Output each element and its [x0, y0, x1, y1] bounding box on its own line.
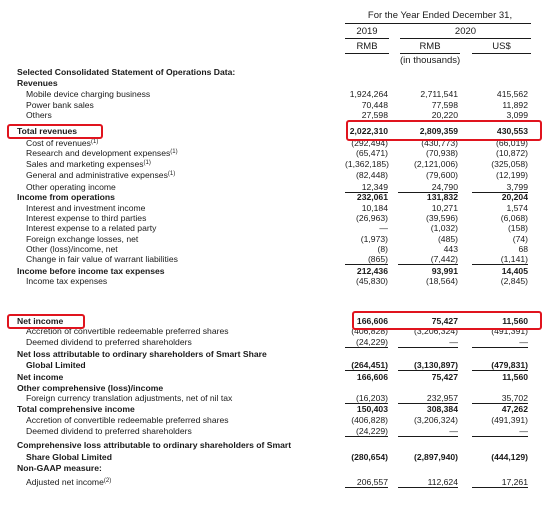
row-label	[17, 349, 267, 359]
value-2020-rmb: (2,121,006)	[414, 159, 458, 169]
row-income-before-income-tax-expenses	[0, 266, 550, 276]
row-foreign-exchange-losses-net	[0, 234, 550, 244]
value-2020-rmb: 75,427	[431, 372, 458, 382]
value-2019-rmb: (280,654)	[351, 452, 388, 462]
row-comprehensive-loss-attributable-to-ordinary-shareholders-of-smart	[0, 440, 550, 450]
header-rule-top	[345, 23, 531, 24]
row-general-and-administrative-expenses	[0, 170, 550, 180]
footnote-marker: (1)	[90, 139, 99, 145]
value-2020-usd: (1,141)	[472, 254, 528, 265]
value-2020-usd: 17,261	[472, 477, 528, 488]
row-share-global-limited	[0, 452, 550, 462]
value-2020-usd: 1,574	[506, 203, 528, 213]
row-label-text: Sales and marketing expenses	[26, 159, 144, 169]
row-non-gaap-measure	[0, 463, 550, 473]
value-2020-usd: (2,845)	[472, 276, 528, 286]
row-label	[17, 192, 115, 202]
value-2020-rmb: 24,790	[398, 182, 458, 193]
row-label-text: Research and development expenses	[26, 148, 171, 158]
row-sales-and-marketing-expenses	[0, 159, 550, 169]
row-label	[17, 78, 58, 88]
value-2020-rmb: (7,442)	[398, 254, 458, 265]
value-2020-rmb: (430,773)	[421, 138, 458, 148]
year-2020: 2020	[454, 26, 477, 37]
row-mobile-device-charging-business	[0, 89, 550, 99]
row-label	[17, 440, 291, 450]
value-2020-rmb: (79,600)	[425, 170, 458, 180]
value-2020-usd: 415,562	[496, 89, 528, 99]
value-2020-rmb: (3,206,324)	[414, 415, 458, 425]
value-2020-usd: 11,892	[502, 100, 528, 110]
value-2020-rmb: (1,032)	[430, 223, 458, 233]
value-2020-rmb: (2,897,940)	[414, 452, 458, 462]
period-header: For the Year Ended December 31,	[367, 10, 513, 21]
row-label	[17, 383, 163, 393]
row-label-text: Net income	[17, 316, 64, 326]
row-accretion-of-convertible-redeemable-preferred-shares	[0, 415, 550, 425]
row-label	[26, 159, 151, 169]
value-2020-rmb: (39,596)	[425, 213, 458, 223]
value-2020-usd: 3,099	[472, 110, 528, 120]
row-label-text: Others	[26, 110, 52, 120]
row-other-operating-income	[0, 182, 550, 192]
row-label	[17, 266, 165, 276]
row-label-text: General and administrative expenses	[26, 170, 168, 180]
row-label-text: Non-GAAP measure:	[17, 463, 102, 473]
value-2020-usd: 68	[518, 244, 528, 254]
net-income-label-highlight	[7, 314, 85, 329]
value-2019-rmb: 70,448	[361, 100, 388, 110]
value-2019-rmb: (292,494)	[351, 138, 388, 148]
unit-label: (in thousands)	[400, 55, 461, 66]
row-label-text: Income tax expenses	[26, 276, 108, 286]
row-net-income	[0, 372, 550, 382]
value-2019-rmb: 166,606	[356, 316, 388, 326]
value-2019-rmb: (1,362,185)	[345, 159, 389, 169]
value-2020-rmb: (485)	[437, 234, 458, 244]
row-power-bank-sales	[0, 100, 550, 110]
row-change-in-fair-value-of-warrant-liabilities	[0, 254, 550, 264]
value-2020-usd: (444,129)	[491, 452, 528, 462]
value-2019-rmb: 212,436	[356, 266, 388, 276]
row-label-text: Interest and investment income	[26, 203, 146, 213]
row-label	[26, 213, 146, 223]
value-2020-usd: (74)	[512, 234, 528, 244]
row-label-text: Cost of revenues	[26, 138, 91, 148]
row-other-comprehensive-loss-income	[0, 383, 550, 393]
row-label-text: Total comprehensive income	[17, 404, 135, 414]
row-label	[17, 404, 135, 414]
net-income-values-highlight	[352, 311, 542, 330]
value-2019-rmb: 27,598	[345, 110, 388, 120]
row-label	[17, 463, 102, 473]
row-label-text: Adjusted net income	[26, 477, 104, 487]
value-2020-usd: 35,702	[472, 393, 528, 404]
row-label	[26, 254, 178, 264]
row-label-text: Foreign exchange losses, net	[26, 234, 139, 244]
footnote-marker: (1)	[143, 160, 151, 166]
row-label-text: Foreign currency translation adjustments, net of nil tax	[26, 393, 233, 403]
value-2020-rmb: (18,564)	[398, 276, 458, 286]
value-2020-usd: 3,799	[472, 182, 528, 193]
row-label-text: Share Global Limited	[26, 452, 112, 462]
value-2020-usd: (491,391)	[491, 326, 528, 336]
value-2019-rmb: (16,203)	[345, 393, 388, 404]
row-label-text: Revenues	[17, 78, 58, 88]
row-label-text: Mobile device charging business	[26, 89, 151, 99]
value-2020-rmb: —	[398, 337, 458, 348]
value-2019-rmb: (45,830)	[345, 276, 388, 286]
year-rule-2020	[400, 38, 531, 39]
row-label	[26, 148, 178, 158]
value-2019-rmb: 10,184	[361, 203, 388, 213]
value-2019-rmb: (65,471)	[355, 148, 388, 158]
row-label	[26, 337, 192, 347]
year-rule-2019	[345, 38, 389, 39]
value-2020-usd: (66,019)	[495, 138, 528, 148]
row-label-text: Net loss attributable to ordinary shareholders of Smart Share	[17, 349, 267, 359]
value-2020-rmb: 77,598	[431, 100, 458, 110]
value-2019-rmb: (26,963)	[355, 213, 388, 223]
value-2020-rmb: —	[398, 426, 458, 437]
row-label-text: Power bank sales	[26, 100, 94, 110]
row-label-text: Accretion of convertible redeemable preferred shares	[26, 326, 229, 336]
row-others	[0, 110, 550, 120]
value-2020-usd: (10,872)	[495, 148, 528, 158]
value-2020-usd: —	[472, 426, 528, 437]
year-2019: 2019	[356, 26, 378, 37]
value-2020-usd: (325,058)	[491, 159, 528, 169]
row-deemed-dividend-to-preferred-shareholders	[0, 337, 550, 347]
row-label-text: Accretion of convertible redeemable preferred shares	[26, 415, 229, 425]
total-revenues-label-highlight	[7, 124, 103, 139]
row-label-text: Other comprehensive (loss)/income	[17, 383, 164, 393]
currency-rule-usd	[472, 53, 531, 54]
row-label	[17, 372, 63, 382]
row-label	[26, 393, 232, 403]
value-2020-usd: 20,204	[501, 192, 528, 202]
row-label-text: Comprehensive loss attributable to ordinary shareholders of Smart	[17, 440, 292, 450]
value-2019-rmb: 150,403	[356, 404, 388, 414]
row-label	[26, 452, 112, 462]
row-label	[26, 223, 156, 233]
currency-rule-rmb	[400, 53, 460, 54]
value-2020-rmb: (3,206,324)	[414, 326, 458, 336]
row-label-text: Income from operations	[17, 192, 115, 202]
row-label	[26, 110, 52, 120]
value-2020-rmb: 93,991	[431, 266, 458, 276]
row-selected-consolidated-statement-of-operations-data	[0, 67, 550, 77]
row-label	[17, 67, 235, 77]
currency-rmb-2019: RMB	[356, 41, 378, 52]
footnote-marker: (1)	[170, 149, 178, 155]
value-2019-rmb: (264,451)	[345, 360, 388, 371]
value-2020-usd: (6,068)	[500, 213, 528, 223]
value-2020-rmb: 443	[443, 244, 458, 254]
value-2019-rmb: 12,349	[345, 182, 388, 193]
row-global-limited	[0, 360, 550, 370]
value-2020-rmb: 20,220	[398, 110, 458, 120]
row-label-text: Total revenues	[17, 126, 78, 136]
row-label	[26, 138, 98, 148]
row-label-text: Selected Consolidated Statement of Operations Data:	[17, 67, 236, 77]
value-2019-rmb: 206,557	[345, 477, 388, 488]
value-2020-usd: 430,553	[496, 126, 528, 136]
value-2020-usd: 11,560	[502, 372, 528, 382]
row-label	[26, 182, 116, 192]
row-interest-and-investment-income	[0, 203, 550, 213]
value-2019-rmb: 2,022,310	[349, 126, 388, 136]
row-label-text: Other operating income	[26, 182, 116, 192]
row-label	[26, 415, 229, 425]
row-income-from-operations	[0, 192, 550, 202]
value-2020-rmb: 2,711,541	[420, 89, 458, 99]
value-2020-rmb: 308,384	[426, 404, 458, 414]
row-research-and-development-expenses	[0, 148, 550, 158]
row-label	[26, 170, 175, 180]
value-2020-usd: (12,199)	[495, 170, 528, 180]
row-label	[26, 100, 94, 110]
row-label-text: Other (loss)/income, net	[26, 244, 118, 254]
value-2019-rmb: (406,828)	[351, 326, 388, 336]
value-2020-usd: —	[472, 337, 528, 348]
currency-rule-2019	[345, 53, 389, 54]
value-2020-usd: 14,405	[501, 266, 528, 276]
value-2020-rmb: 10,271	[431, 203, 458, 213]
row-label	[26, 426, 192, 436]
total-revenues-values-highlight	[346, 120, 542, 141]
value-2020-usd: (491,391)	[491, 415, 528, 425]
row-other-loss-income-net	[0, 244, 550, 254]
value-2019-rmb: (24,229)	[345, 426, 388, 437]
value-2019-rmb: 166,606	[356, 372, 388, 382]
value-2020-rmb: 2,809,359	[419, 126, 458, 136]
row-total-comprehensive-income	[0, 404, 550, 414]
row-label	[26, 360, 86, 370]
value-2019-rmb: (1,973)	[360, 234, 388, 244]
currency-usd-2020: US$	[492, 41, 511, 52]
row-label-text: Global Limited	[26, 360, 86, 370]
row-revenues	[0, 78, 550, 88]
value-2020-rmb: (3,130,897)	[398, 360, 458, 371]
value-2020-rmb: 232,957	[398, 393, 458, 404]
row-deemed-dividend-to-preferred-shareholders	[0, 426, 550, 436]
row-label-text: Interest expense to third parties	[26, 213, 147, 223]
value-2020-rmb: 75,427	[431, 316, 458, 326]
value-2019-rmb: (8)	[377, 244, 388, 254]
row-label	[26, 203, 145, 213]
value-2020-usd: (479,831)	[472, 360, 528, 371]
value-2020-rmb: (70,938)	[425, 148, 458, 158]
value-2019-rmb: 232,061	[356, 192, 388, 202]
currency-rmb-2020: RMB	[419, 41, 441, 52]
value-2020-rmb: 131,832	[426, 192, 458, 202]
row-label	[26, 477, 111, 487]
value-2019-rmb: 1,924,264	[349, 89, 388, 99]
value-2019-rmb: (865)	[345, 254, 388, 265]
value-2019-rmb: (82,448)	[355, 170, 388, 180]
row-label-text: Change in fair value of warrant liabilities	[26, 254, 178, 264]
footnote-marker: (2)	[103, 478, 112, 484]
row-label	[26, 234, 138, 244]
value-2020-usd: 11,560	[502, 316, 528, 326]
value-2019-rmb: (24,229)	[345, 337, 388, 348]
row-foreign-currency-translation-adjustments-net-of-nil-tax	[0, 393, 550, 403]
row-label	[26, 276, 107, 286]
value-2020-usd: 47,262	[501, 404, 528, 414]
row-label	[26, 89, 150, 99]
value-2019-rmb: (406,828)	[351, 415, 388, 425]
row-label	[26, 244, 118, 254]
row-net-loss-attributable-to-ordinary-shareholders-of-smart-share	[0, 349, 550, 359]
row-label-text: Income before income tax expenses	[17, 266, 165, 276]
row-interest-expense-to-a-related-party	[0, 223, 550, 233]
row-adjusted-net-income	[0, 477, 550, 487]
row-interest-expense-to-third-parties	[0, 213, 550, 223]
value-2020-usd: (158)	[507, 223, 528, 233]
footnote-marker: (1)	[167, 171, 176, 177]
row-label-text: Deemed dividend to preferred shareholders	[26, 337, 192, 347]
row-label-text: Deemed dividend to preferred shareholders	[26, 426, 192, 436]
row-income-tax-expenses	[0, 276, 550, 286]
value-2019-rmb: —	[379, 223, 388, 233]
row-label-text: Net income	[17, 372, 64, 382]
value-2020-rmb: 112,624	[398, 477, 458, 488]
row-label-text: Interest expense to a related party	[26, 223, 157, 233]
